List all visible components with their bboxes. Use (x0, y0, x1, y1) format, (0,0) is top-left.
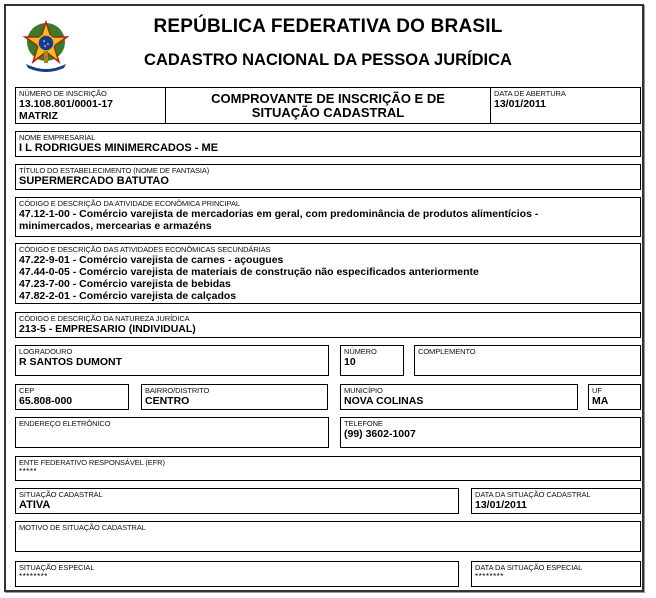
logradouro-box (15, 345, 329, 376)
efr-box (15, 456, 641, 481)
page-subtitle: CADASTRO NACIONAL DA PESSOA JURÍDICA (144, 51, 512, 69)
inscricao-number: 13.108.801/0001-17 (19, 98, 114, 110)
efr-value: ***** (19, 467, 38, 476)
efr-label: ENTE FEDERATIVO RESPONSÁVEL (EFR) (19, 458, 165, 467)
atividades-secundarias-box (15, 243, 641, 304)
situacao-especial-box (15, 561, 459, 587)
municipio-value: NOVA COLINAS (344, 395, 424, 407)
cep-box (15, 384, 129, 410)
cep-label: CEP (19, 386, 35, 395)
inscricao-box (15, 87, 166, 124)
atividade-secundaria-item: 47.82-2-01 - Comércio varejista de calçados (19, 290, 237, 302)
uf-box (588, 384, 641, 410)
complemento-label: COMPLEMENTO (418, 347, 476, 356)
bairro-box (141, 384, 328, 410)
situacao-cadastral-box (15, 488, 459, 514)
numero-box (340, 345, 404, 376)
nome-empresarial-value: I L RODRIGUES MINIMERCADOS - ME (19, 142, 219, 154)
telefone-value: (99) 3602-1007 (344, 428, 416, 440)
data-situacao-especial-box (471, 561, 641, 587)
data-situacao-box (471, 488, 641, 514)
cep-value: 65.808-000 (19, 395, 73, 407)
inscricao-label: NÚMERO DE INSCRIÇÃO (19, 89, 107, 98)
motivo-label: MOTIVO DE SITUAÇÃO CADASTRAL (19, 523, 146, 532)
comprovante-box (165, 87, 491, 124)
complemento-box (414, 345, 641, 376)
logradouro-label: LOGRADOURO (19, 347, 73, 356)
titulo-estabelecimento-value: SUPERMERCADO BATUTAO (19, 175, 169, 187)
situacao-especial-value: ******** (19, 572, 48, 581)
atividades-secundarias-label: CÓDIGO E DESCRIÇÃO DAS ATIVIDADES ECONÔMICAS SECUNDÁRIAS (19, 245, 271, 254)
titulo-estabelecimento-label: TÍTULO DO ESTABELECIMENTO (NOME DE FANTASIA) (19, 166, 210, 175)
email-label: ENDEREÇO ELETRÔNICO (19, 419, 111, 428)
abertura-label: DATA DE ABERTURA (494, 89, 566, 98)
atividade-secundaria-item: 47.23-7-00 - Comércio varejista de bebidas (19, 278, 231, 290)
numero-label: NÚMERO (344, 347, 377, 356)
atividade-principal-line: minimercados, mercearias e armazéns (19, 220, 212, 232)
motivo-box (15, 521, 641, 552)
logradouro-value: R SANTOS DUMONT (19, 356, 123, 368)
data-situacao-label: DATA DA SITUAÇÃO CADASTRAL (475, 490, 591, 499)
numero-value: 10 (344, 356, 356, 368)
comprovante-title-line1: COMPROVANTE DE INSCRIÇÃO E DE (211, 91, 445, 106)
situacao-especial-label: SITUAÇÃO ESPECIAL (19, 563, 95, 572)
uf-label: UF (592, 386, 602, 395)
page-title: REPÚBLICA FEDERATIVA DO BRASIL (153, 16, 503, 37)
natureza-juridica-value: 213-5 - EMPRESARIO (INDIVIDUAL) (19, 323, 196, 335)
atividade-secundaria-item: 47.44-0-05 - Comércio varejista de materiais de construção não especificados anteriormente (19, 266, 479, 278)
comprovante-title-line2: SITUAÇÃO CADASTRAL (251, 105, 405, 120)
natureza-juridica-label: CÓDIGO E DESCRIÇÃO DA NATUREZA JURÍDICA (19, 314, 190, 323)
telefone-label: TELEFONE (344, 419, 383, 428)
bairro-value: CENTRO (145, 395, 190, 407)
atividade-secundaria-item: 47.22-9-01 - Comércio varejista de carnes - açougues (19, 254, 284, 266)
municipio-label: MUNICÍPIO (344, 386, 383, 395)
nome-empresarial-box (15, 131, 641, 157)
situacao-cadastral-value: ATIVA (19, 499, 51, 511)
abertura-value: 13/01/2011 (494, 98, 546, 110)
nome-empresarial-label: NOME EMPRESARIAL (19, 133, 96, 142)
bairro-label: BAIRRO/DISTRITO (145, 386, 210, 395)
natureza-juridica-box (15, 312, 641, 338)
atividade-principal-line: 47.12-1-00 - Comércio varejista de mercadorias em geral, com predominância de produtos alimentícios - (19, 208, 539, 220)
atividade-principal-box (15, 197, 641, 237)
atividade-principal-label: CÓDIGO E DESCRIÇÃO DA ATIVIDADE ECONÔMICA PRINCIPAL (19, 199, 240, 208)
telefone-box (340, 417, 641, 448)
uf-value: MA (592, 395, 609, 407)
email-box (15, 417, 329, 448)
situacao-cadastral-label: SITUAÇÃO CADASTRAL (19, 490, 103, 499)
inscricao-type: MATRIZ (19, 110, 58, 122)
data-situacao-especial-value: ******** (475, 572, 504, 581)
titulo-estabelecimento-box (15, 164, 641, 190)
data-situacao-value: 13/01/2011 (475, 499, 527, 511)
data-situacao-especial-label: DATA DA SITUAÇÃO ESPECIAL (475, 563, 583, 572)
municipio-box (340, 384, 578, 410)
abertura-box (490, 87, 641, 124)
